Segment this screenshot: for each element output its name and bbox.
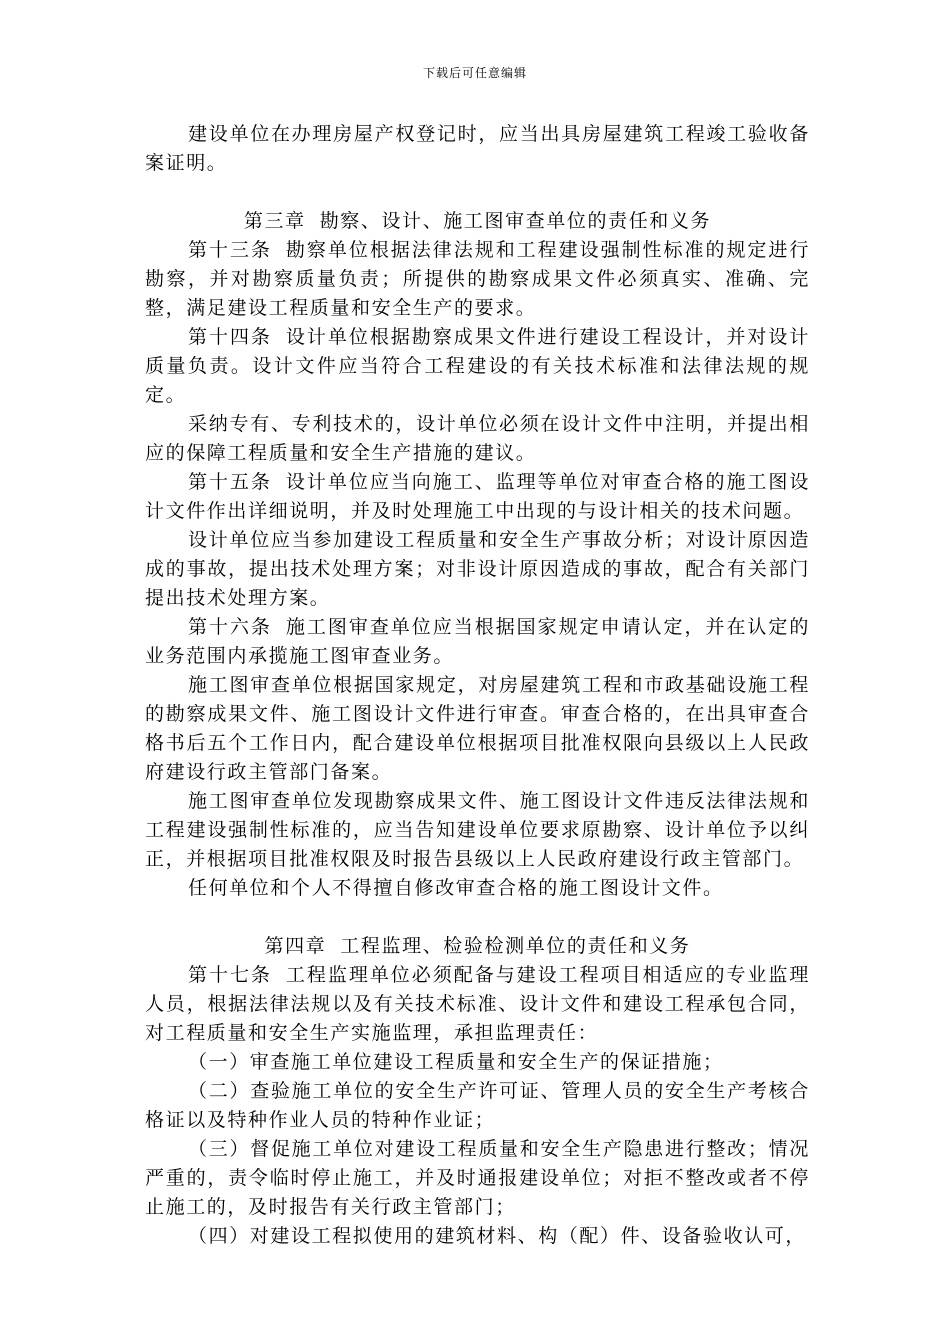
chapter-heading: [145, 207, 810, 236]
chapter-number: 第三章: [243, 210, 306, 232]
body-paragraph: 建设单位在办理房屋产权登记时，应当出具房屋建筑工程竣工验收备案证明。: [145, 123, 810, 174]
body-paragraph: 施工图审查单位根据国家规定，对房屋建筑工程和市政基础设施工程的勘察成果文件、施工图设计文件进行审查。审查合格的，在出具审查合格书后五个工作日内，配合建设单位根据项目批准权限向县级以上人民政府建设行政主管部门备案。: [145, 674, 810, 783]
body-paragraph: （四）对建设工程拟使用的建筑材料、构（配）件、设备验收认可，: [188, 1225, 807, 1247]
body-paragraph: 施工图审查单位发现勘察成果文件、施工图设计文件违反法律法规和工程建设强制性标准的，应当告知建设单位要求原勘察、设计单位予以纠正，并根据项目批准权限及时报告县级以上人民政府建设行政主管部门。: [145, 790, 810, 870]
article-number: 第十七条: [188, 964, 272, 986]
page-header: 下载后可任意编辑: [422, 66, 527, 80]
paragraph-spacer: [145, 178, 810, 207]
body-paragraph: （二）查验施工单位的安全生产许可证、管理人员的安全生产考核合格证以及特种作业人员的特种作业证；: [145, 1080, 810, 1131]
chapter-title: 工程监理、检验检测单位的责任和义务: [340, 935, 691, 957]
article-text: 设计单位应当向施工、监理等单位对审查合格的施工图设计文件作出详细说明，并及时处理施工中出现的与设计相关的技术问题。: [145, 471, 810, 522]
chapter-number: 第四章: [264, 935, 327, 957]
article-paragraph: [145, 613, 810, 671]
chapter-title: 勘察、设计、施工图审查单位的责任和义务: [319, 210, 712, 232]
body-paragraph: 任何单位和个人不得擅自修改审查合格的施工图设计文件。: [188, 877, 724, 899]
article-number: 第十四条: [188, 326, 272, 348]
article-text: 施工图审查单位应当根据国家规定申请认定，并在认定的业务范围内承揽施工图审查业务。: [145, 616, 810, 667]
article-paragraph: [145, 468, 810, 526]
document-body: [145, 120, 810, 1251]
article-paragraph: [145, 961, 810, 1048]
body-paragraph: （三）督促施工单位对建设工程质量和安全生产隐患进行整改；情况严重的，责令临时停止施工，并及时通报建设单位；对拒不整改或者不停止施工的，及时报告有关行政主管部门；: [145, 1138, 810, 1218]
article-number: 第十六条: [188, 616, 272, 638]
body-paragraph: 设计单位应当参加建设工程质量和安全生产事故分析；对设计原因造成的事故，提出技术处理方案；对非设计原因造成的事故，配合有关部门提出技术处理方案。: [145, 529, 810, 609]
article-number: 第十三条: [188, 239, 272, 261]
article-text: 工程监理单位必须配备与建设工程项目相适应的专业监理人员，根据法律法规以及有关技术标准、设计文件和建设工程承包合同，对工程质量和安全生产实施监理，承担监理责任：: [145, 964, 810, 1044]
body-paragraph: 采纳专有、专利技术的，设计单位必须在设计文件中注明，并提出相应的保障工程质量和安全生产措施的建议。: [145, 413, 810, 464]
paragraph-spacer: [145, 903, 810, 932]
article-number: 第十五条: [188, 471, 272, 493]
chapter-heading: [145, 932, 810, 961]
body-paragraph: （一）审查施工单位建设工程质量和安全生产的保证措施；: [188, 1051, 724, 1073]
article-text: 设计单位根据勘察成果文件进行建设工程设计，并对设计质量负责。设计文件应当符合工程建设的有关技术标准和法律法规的规定。: [145, 326, 810, 406]
article-text: 勘察单位根据法律法规和工程建设强制性标准的规定进行勘察，并对勘察质量负责；所提供的勘察成果文件必须真实、准确、完整，满足建设工程质量和安全生产的要求。: [145, 239, 810, 319]
article-paragraph: [145, 323, 810, 410]
article-paragraph: [145, 236, 810, 323]
